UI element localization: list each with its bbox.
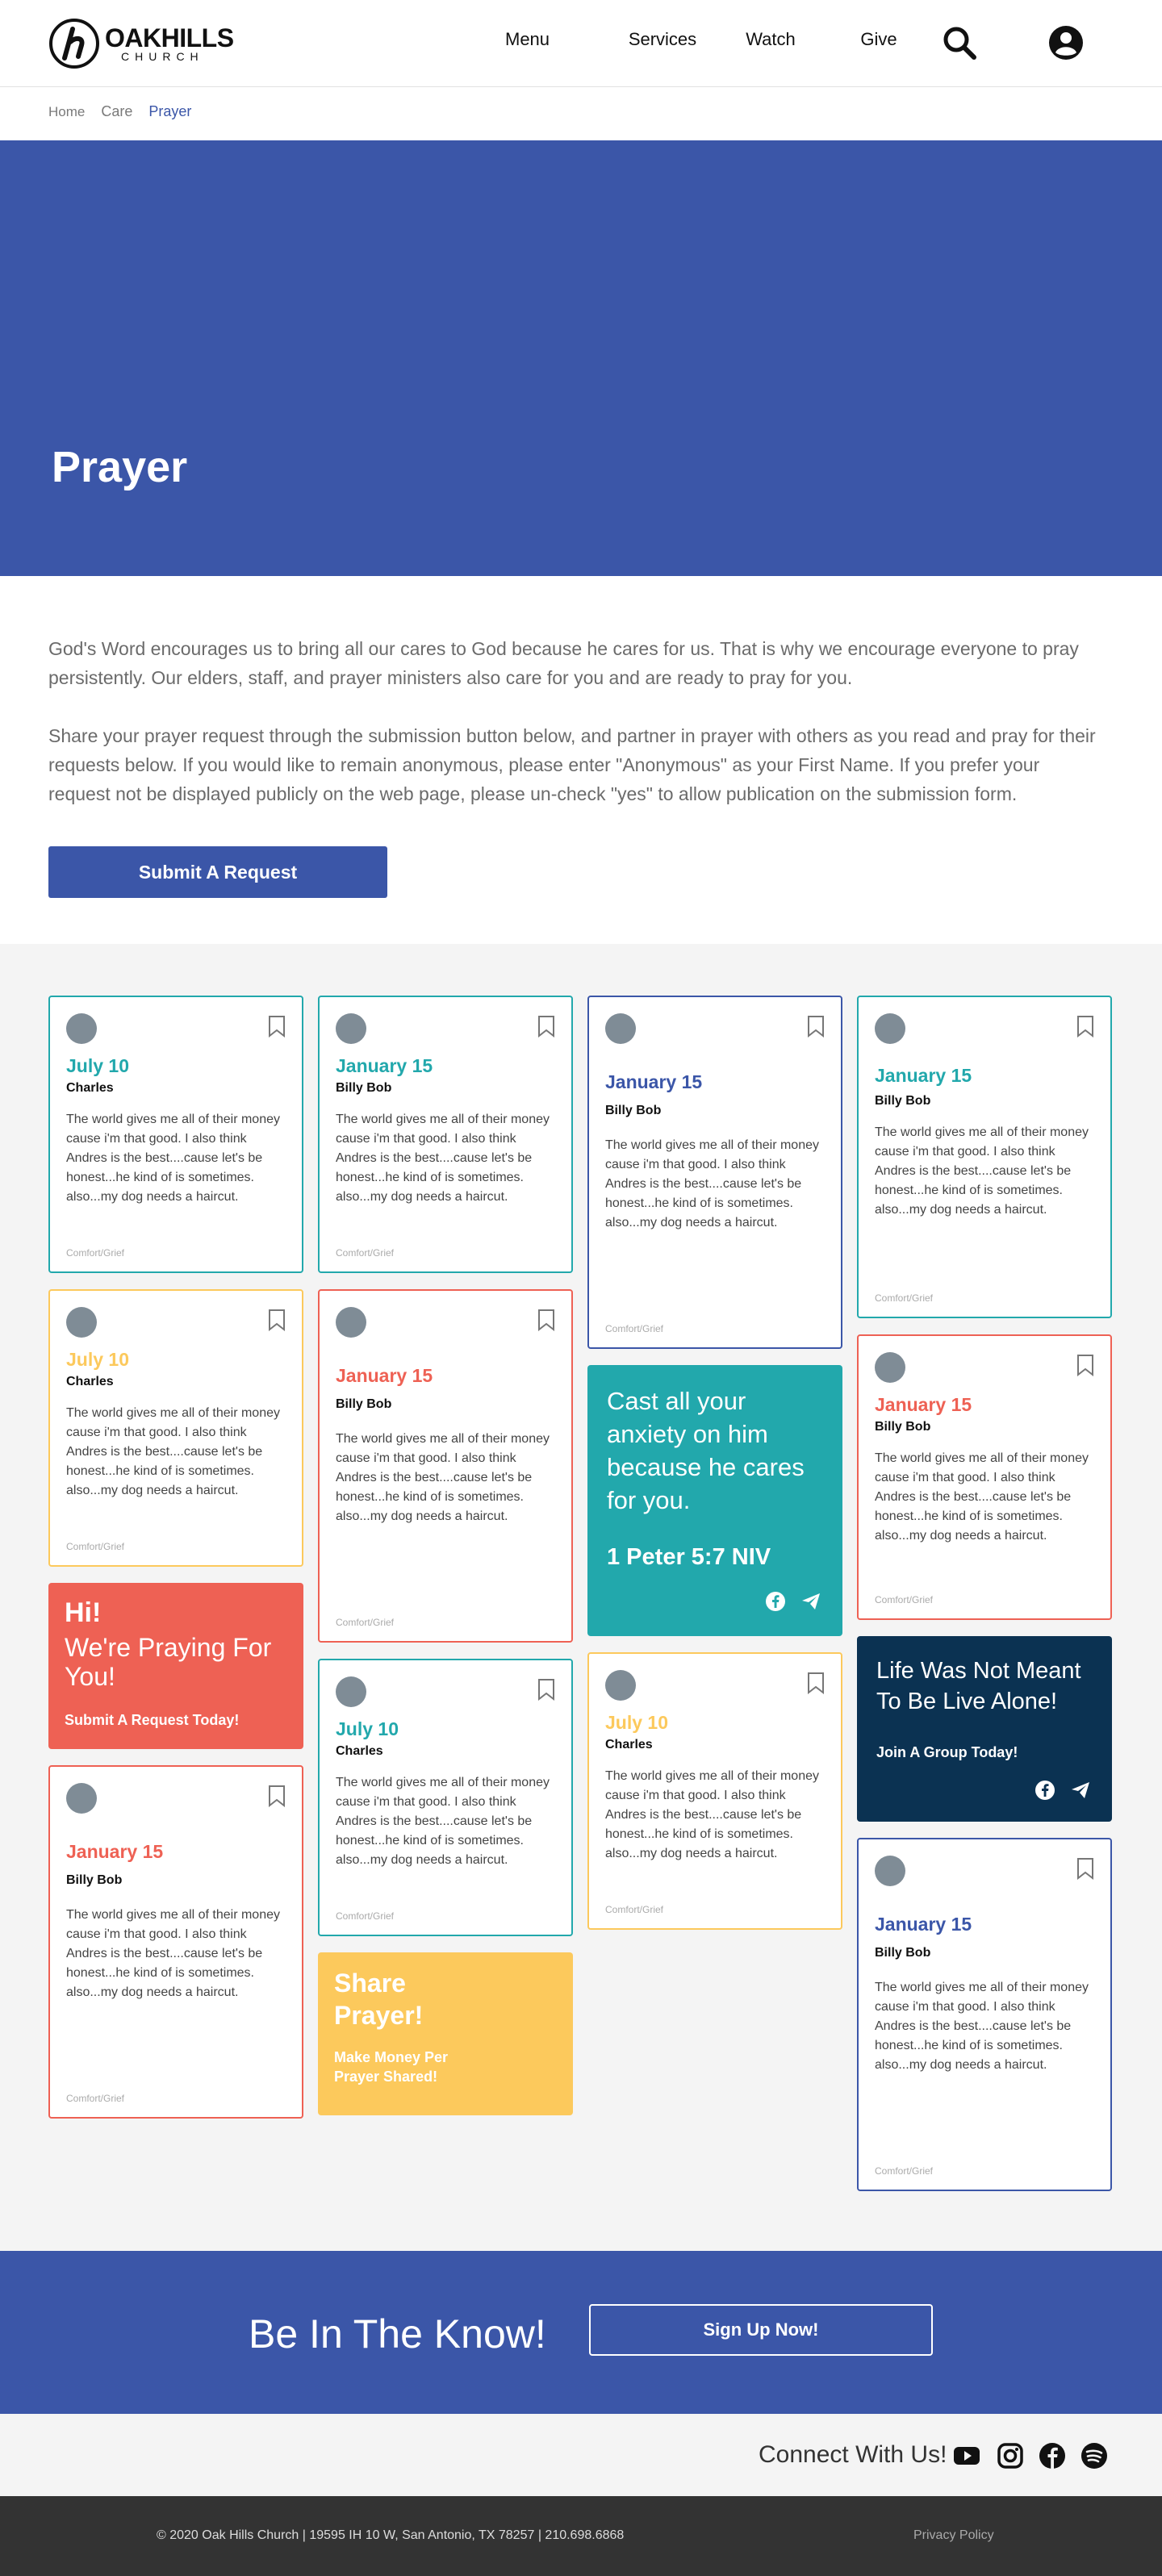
breadcrumb-home[interactable]: Home [48, 103, 86, 119]
prayer-body: The world gives me all of their money cause i'm that good. I also think Andres is the best....cause let's be honest...he kind of is sometimes. also...my dog needs a haircut. [875, 1125, 1089, 1217]
prayer-card[interactable] [587, 996, 842, 1349]
prayer-name: Charles [66, 1081, 114, 1095]
prayer-body: The world gives me all of their money cause i'm that good. I also think Andres is the best....cause let's be honest...he kind of is sometimes. also...my dog needs a haircut. [66, 1908, 280, 1999]
prayer-name: Charles [336, 1744, 383, 1758]
footer-copyright: © 2020 Oak Hills Church | 19595 IH 10 W, San Antonio, TX 78257 | 210.698.6868 [157, 2528, 625, 2542]
prayer-body: The world gives me all of their money cause i'm that good. I also think Andres is the best....cause let's be honest...he kind of is sometimes. also...my dog needs a haircut. [336, 1113, 550, 1204]
prayer-date: January 15 [336, 1365, 433, 1386]
join-group-link[interactable]: Join A Group Today! [876, 1744, 1018, 1760]
prayer-date: January 15 [336, 1055, 433, 1076]
promo-subtext: Make Money Per Prayer Shared! [334, 2049, 449, 2085]
prayer-body: The world gives me all of their money cause i'm that good. I also think Andres is the best....cause let's be honest...he kind of is sometimes. also...my dog needs a haircut. [66, 1406, 280, 1497]
prayer-body: The world gives me all of their money cause i'm that good. I also think Andres is the best....cause let's be honest...he kind of is sometimes. also...my dog needs a haircut. [875, 1451, 1089, 1543]
prayer-date: July 10 [336, 1718, 399, 1739]
page-title: Prayer [52, 443, 188, 491]
prayer-name: Charles [66, 1375, 114, 1388]
prayer-name: Billy Bob [875, 1094, 931, 1108]
newsletter-band [0, 2251, 1162, 2414]
prayer-name: Billy Bob [336, 1081, 392, 1095]
bookmark-icon[interactable] [1076, 1015, 1094, 1037]
avatar [336, 1307, 366, 1338]
prayer-name: Billy Bob [875, 1946, 931, 1960]
prayer-name: Billy Bob [66, 1873, 123, 1887]
praying-for-you-promo[interactable] [48, 1583, 303, 1749]
search-icon[interactable] [941, 24, 978, 61]
breadcrumb-care[interactable]: Care [101, 103, 133, 119]
facebook-icon[interactable] [765, 1591, 786, 1612]
prayer-card[interactable] [857, 1334, 1112, 1620]
signup-heading: Be In The Know! [249, 2311, 546, 2357]
hero-banner [0, 140, 1162, 576]
prayer-card[interactable] [48, 1765, 303, 2119]
send-icon[interactable] [1070, 1780, 1091, 1801]
prayer-date: July 10 [605, 1712, 668, 1733]
prayer-card[interactable] [48, 996, 303, 1273]
prayer-name: Billy Bob [875, 1420, 931, 1434]
nav-give[interactable]: Give [860, 29, 897, 49]
avatar [875, 1856, 905, 1886]
prayer-name: Billy Bob [605, 1104, 662, 1117]
prayer-category: Comfort/Grief [336, 1617, 395, 1628]
sign-up-button[interactable]: Sign Up Now! [589, 2304, 933, 2356]
prayer-card[interactable] [318, 996, 573, 1273]
nav-menu[interactable]: Menu [505, 29, 550, 49]
promo-greeting: Hi! [65, 1597, 102, 1628]
prayer-category: Comfort/Grief [605, 1904, 664, 1915]
prayer-name: Charles [605, 1738, 653, 1751]
avatar [875, 1013, 905, 1044]
verse-reference: 1 Peter 5:7 NIV [607, 1544, 771, 1570]
facebook-icon[interactable] [1035, 1780, 1055, 1801]
submit-request-link[interactable]: Submit A Request Today! [65, 1712, 240, 1728]
privacy-policy-link[interactable]: Privacy Policy [913, 2528, 994, 2542]
share-prayer-promo[interactable] [318, 1952, 573, 2115]
prayer-card[interactable] [48, 1289, 303, 1567]
submit-request-button[interactable]: Submit A Request [48, 846, 387, 898]
avatar [66, 1013, 97, 1044]
prayer-date: January 15 [875, 1065, 972, 1086]
promo-heading: We're Praying For You! [65, 1633, 272, 1691]
prayer-wall [0, 944, 1162, 2251]
logo-wordmark: OAKHILLS [105, 23, 234, 52]
bookmark-icon[interactable] [1076, 1857, 1094, 1880]
avatar [875, 1352, 905, 1383]
prayer-card[interactable] [857, 1838, 1112, 2191]
logo-subtitle: CHURCH [121, 50, 204, 63]
verse-promo [587, 1365, 842, 1636]
nav-watch[interactable]: Watch [746, 29, 796, 49]
share-icons [1035, 1780, 1091, 1801]
facebook-icon[interactable] [1038, 2441, 1067, 2470]
prayer-category: Comfort/Grief [875, 2165, 934, 2177]
bookmark-icon[interactable] [268, 1785, 286, 1807]
prayer-card[interactable] [318, 1659, 573, 1936]
avatar [66, 1783, 97, 1814]
account-icon[interactable] [1047, 24, 1085, 61]
connect-bar [0, 2414, 1162, 2496]
prayer-body: The world gives me all of their money cause i'm that good. I also think Andres is the best....cause let's be honest...he kind of is sometimes. also...my dog needs a haircut. [605, 1769, 819, 1860]
intro-paragraph-2: Share your prayer request through the submission button below, and partner in prayer with others as you read and pray for their requests below. If you would like to remain anonymous, please enter "Anonymous" as your First Name. If you prefer your request not be displayed publicly on the web page, please un-check "yes" to allow publication on the submission form. [48, 725, 1096, 804]
bookmark-icon[interactable] [807, 1015, 825, 1037]
verse-text: Cast all your anxiety on him because he cares for you. [607, 1387, 805, 1514]
bookmark-icon[interactable] [537, 1015, 555, 1037]
prayer-date: January 15 [605, 1071, 703, 1092]
prayer-card[interactable] [857, 996, 1112, 1318]
prayer-category: Comfort/Grief [66, 1247, 125, 1259]
prayer-name: Billy Bob [336, 1397, 392, 1411]
bookmark-icon[interactable] [537, 1678, 555, 1701]
prayer-card[interactable] [587, 1652, 842, 1930]
avatar [605, 1013, 636, 1044]
prayer-card[interactable] [318, 1289, 573, 1643]
avatar [336, 1013, 366, 1044]
prayer-category: Comfort/Grief [875, 1292, 934, 1304]
prayer-body: The world gives me all of their money cause i'm that good. I also think Andres is the best....cause let's be honest...he kind of is sometimes. also...my dog needs a haircut. [605, 1138, 819, 1230]
youtube-icon[interactable] [952, 2441, 981, 2470]
main-nav [500, 29, 933, 50]
prayer-category: Comfort/Grief [605, 1323, 664, 1334]
logo[interactable] [48, 18, 234, 69]
logo-icon [48, 18, 100, 69]
prayer-category: Comfort/Grief [66, 1541, 125, 1552]
avatar [336, 1676, 366, 1707]
avatar [66, 1307, 97, 1338]
avatar [605, 1670, 636, 1701]
prayer-category: Comfort/Grief [875, 1594, 934, 1605]
promo-heading: Share Prayer! [334, 1969, 424, 2030]
bookmark-icon[interactable] [807, 1672, 825, 1694]
promo-heading: Life Was Not Meant To Be Live Alone! [876, 1658, 1081, 1714]
prayer-date: January 15 [875, 1394, 972, 1415]
prayer-date: January 15 [875, 1914, 972, 1935]
bookmark-icon[interactable] [268, 1309, 286, 1331]
send-icon[interactable] [800, 1591, 821, 1612]
prayer-category: Comfort/Grief [66, 2093, 125, 2104]
bookmark-icon[interactable] [1076, 1354, 1094, 1376]
bookmark-icon[interactable] [537, 1309, 555, 1331]
breadcrumb-prayer: Prayer [148, 103, 192, 119]
prayer-date: July 10 [66, 1349, 129, 1370]
nav-services[interactable]: Services [628, 29, 697, 49]
intro-text [48, 634, 1097, 808]
share-icons [765, 1591, 821, 1612]
spotify-icon[interactable] [1080, 2441, 1109, 2470]
breadcrumb [48, 103, 207, 120]
prayer-body: The world gives me all of their money cause i'm that good. I also think Andres is the best....cause let's be honest...he kind of is sometimes. also...my dog needs a haircut. [66, 1113, 280, 1204]
instagram-icon[interactable] [996, 2441, 1025, 2470]
prayer-category: Comfort/Grief [336, 1910, 395, 1922]
prayer-date: January 15 [66, 1841, 164, 1862]
prayer-body: The world gives me all of their money cause i'm that good. I also think Andres is the best....cause let's be honest...he kind of is sometimes. also...my dog needs a haircut. [336, 1432, 550, 1523]
site-header [0, 0, 1162, 87]
prayer-category: Comfort/Grief [336, 1247, 395, 1259]
prayer-date: July 10 [66, 1055, 129, 1076]
site-footer [0, 2496, 1162, 2576]
connect-label: Connect With Us! [759, 2441, 947, 2468]
intro-paragraph-1: God's Word encourages us to bring all our cares to God because he cares for us. That is why we encourage everyone to pray persistently. Our elders, staff, and prayer ministers also care for you and are ready to pray for you. [48, 638, 1079, 688]
prayer-body: The world gives me all of their money cause i'm that good. I also think Andres is the best....cause let's be honest...he kind of is sometimes. also...my dog needs a haircut. [336, 1776, 550, 1867]
prayer-body: The world gives me all of their money cause i'm that good. I also think Andres is the best....cause let's be honest...he kind of is sometimes. also...my dog needs a haircut. [875, 1981, 1089, 2072]
join-group-promo[interactable] [857, 1636, 1112, 1822]
bookmark-icon[interactable] [268, 1015, 286, 1037]
